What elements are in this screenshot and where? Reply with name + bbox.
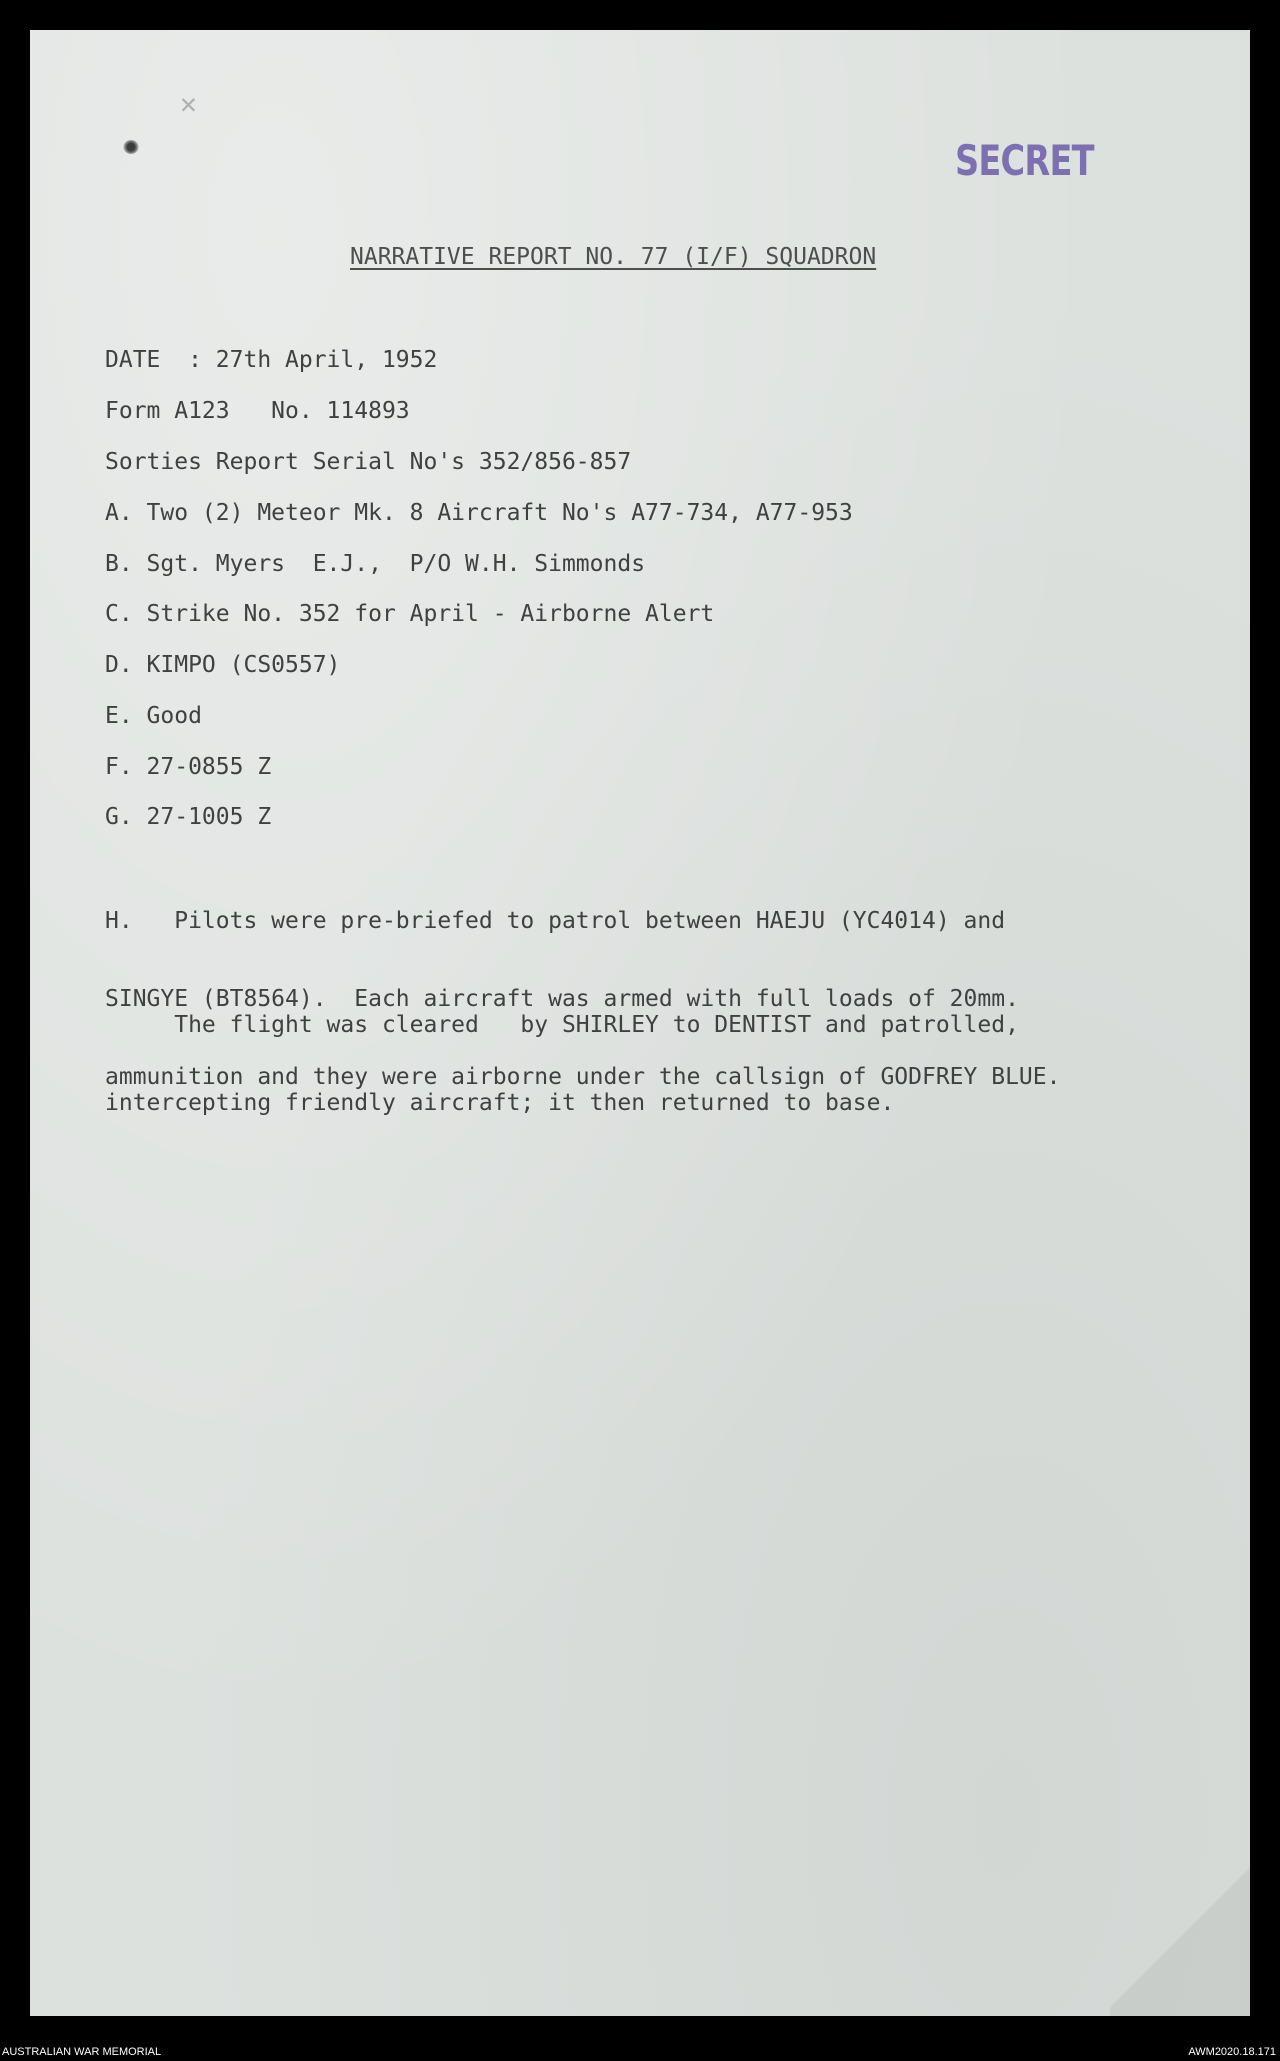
punch-hole-mark [123,140,139,154]
folded-corner [1110,1856,1250,2016]
secret-stamp: SECRET [955,136,1094,185]
field-f-time: F. 27-0855 Z [105,754,272,780]
footer-catalogue-id: AWM2020.18.171 [1188,2046,1276,2058]
field-form: Form A123 No. 114893 [105,398,410,424]
paragraph-h-line: ammunition and they were airborne under the callsign of GODFREY BLUE. [105,1064,1061,1090]
report-title: NARRATIVE REPORT NO. 77 (I/F) SQUADRON [350,244,877,270]
paragraph-flight-line: intercepting friendly aircraft; it then returned to base. [105,1090,895,1116]
field-c-strike: C. Strike No. 352 for April - Airborne Alert [105,601,715,627]
paragraph-h-line: H. Pilots were pre-briefed to patrol between HAEJU (YC4014) and [105,908,1006,934]
paragraph-flight [105,960,1185,1142]
paragraph-flight-line: The flight was cleared by SHIRLEY to DENTIST and patrolled, [105,1012,1019,1038]
field-b-pilots: B. Sgt. Myers E.J., P/O W.H. Simmonds [105,551,646,577]
field-a-aircraft: A. Two (2) Meteor Mk. 8 Aircraft No's A77-734, A77-953 [105,500,853,526]
field-d-base: D. KIMPO (CS0557) [105,652,341,678]
field-date: DATE : 27th April, 1952 [105,347,438,373]
field-e-result: E. Good [105,703,202,729]
paper-damage-mark: ✕ [180,87,197,120]
field-sorties-serial: Sorties Report Serial No's 352/856-857 [105,449,632,475]
field-g-time: G. 27-1005 Z [105,804,272,830]
footer-institution: AUSTRALIAN WAR MEMORIAL [2,2046,162,2058]
paragraph-h-line: SINGYE (BT8564). Each aircraft was armed with full loads of 20mm. [105,986,1019,1012]
